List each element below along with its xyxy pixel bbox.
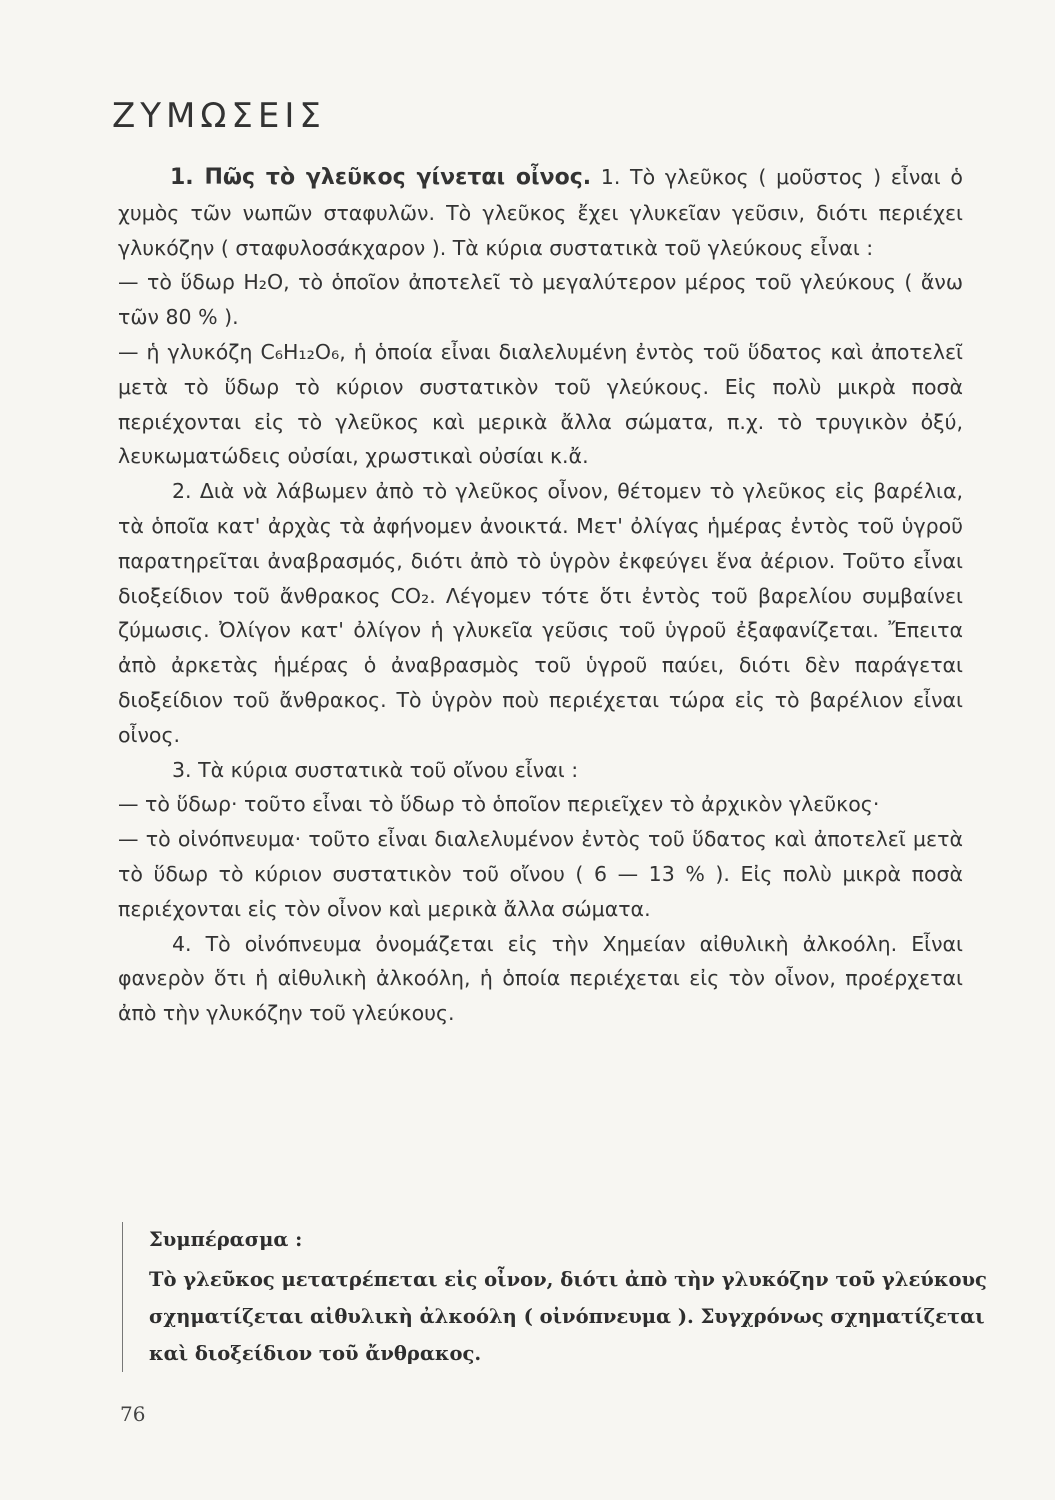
paragraph-2: 2. Διὰ νὰ λάβωμεν ἀπὸ τὸ γλεῦκος οἶνον, θέτομεν τὸ γλεῦκος εἰς βαρέλια, τὰ ὁποῖα κατ' ἀρχὰς τὰ ἀφήνομεν ἀνοικτά. Μετ' ὀλίγας ἡμέρας ἐντὸς τοῦ ὑγροῦ παρατηρεῖται ἀναβρασμός, διότι ἀπὸ τὸ ὑγρὸν ἐκφεύγει ἕνα ἀέριον. Τοῦτο εἶναι διοξείδιον τοῦ ἄνθρακος CO₂. Λέγομεν τότε ὅτι ἐντὸς τοῦ βαρελίου συμβαίνει ζύμωσις. Ὀλίγον κατ' ὀλίγον ἡ γλυκεῖα γεῦσις τοῦ ὑγροῦ ἐξαφανίζεται. Ἔπειτα ἀπὸ ἀρκετὰς ἡμέρας ὁ ἀναβρασμὸς τοῦ ὑγροῦ παύει, διότι δὲν παράγεται διοξείδιον τοῦ ἄνθρακος. Τὸ ὑγρὸν ποὺ περιέχεται τώρα εἰς τὸ βαρέλιον εἶναι οἶνος.: [118, 479, 963, 747]
paragraph-4: 4. Τὸ οἰνόπνευμα ὀνομάζεται εἰς τὴν Χημείαν αἰθυλικὴ ἀλκοόλη. Εἶναι φανερὸν ὅτι ἡ αἰθυλικὴ ἀλκοόλη, ἡ ὁποία περιέχεται εἰς τὸν οἶνον, προέρχεται ἀπὸ τὴν γλυκόζην τοῦ γλεύκους.: [118, 931, 963, 1026]
body-text: [118, 160, 963, 1031]
paragraph-water: — τὸ ὕδωρ H₂O, τὸ ὁποῖον ἀποτελεῖ τὸ μεγαλύτερον μέρος τοῦ γλεύκους ( ἄνω τῶν 80 % ).: [118, 270, 963, 330]
paragraph-3: 3. Τὰ κύρια συστατικὰ τοῦ οἴνου εἶναι :: [172, 757, 579, 782]
chapter-title: ΖΥΜΩΣΕΙΣ: [112, 96, 326, 136]
paragraph-glucose: — ἡ γλυκόζη C₆H₁₂O₆, ἡ ὁποία εἶναι διαλελυμένη ἐντὸς τοῦ ὕδατος καὶ ἀποτελεῖ μετὰ τὸ ὕδωρ τὸ κύριον συστατικὸν τοῦ γλεύκους. Εἰς πολὺ μικρὰ ποσὰ περιέχονται εἰς τὸ γλεῦκος καὶ μερικὰ ἄλλα σώματα, π.χ. τὸ τρυγικὸν ὀξύ, λευκωματώδεις οὐσίαι, χρωστικαὶ οὐσίαι κ.ἄ.: [118, 339, 963, 469]
section-heading: 1. Πῶς τὸ γλεῦκος γίνεται οἶνος.: [170, 165, 592, 190]
paragraph-wine-water: — τὸ ὕδωρ· τοῦτο εἶναι τὸ ὕδωρ τὸ ὁποῖον περιεῖχεν τὸ ἀρχικὸν γλεῦκος·: [118, 792, 880, 817]
conclusion-label: Συμπέρασμα :: [149, 1228, 303, 1251]
conclusion-box: [122, 1222, 1011, 1372]
page-number: 76: [120, 1402, 146, 1426]
paragraph-1: [118, 160, 963, 265]
conclusion-text: Τὸ γλεῦκος μετατρέπεται εἰς οἶνον, διότι ἀπὸ τὴν γλυκόζην τοῦ γλεύκους σχηματίζεται αἰθυλικὴ ἀλκοόλη ( οἰνόπνευμα ). Συγχρόνως σχηματίζεται καὶ διοξείδιον τοῦ ἄνθρακος.: [149, 1268, 987, 1365]
paragraph-alcohol: — τὸ οἰνόπνευμα· τοῦτο εἶναι διαλελυμένον ἐντὸς τοῦ ὕδατος καὶ ἀποτελεῖ μετὰ τὸ ὕδωρ τὸ κύριον συστατικὸν τοῦ οἴνου ( 6 — 13 % ). Εἰς πολὺ μικρὰ ποσὰ περιέχονται εἰς τὸν οἶνον καὶ μερικὰ ἄλλα σώματα.: [118, 827, 963, 921]
paragraph-1-text: 1. Τὸ γλεῦκος ( μοῦστος ) εἶναι ὁ χυμὸς τῶν νωπῶν σταφυλῶν. Τὸ γλεῦκος ἔχει γλυκεῖαν γεῦσιν, διότι περιέχει γλυκόζην ( σταφυλοσάκχαρον ). Τὰ κύρια συστατικὰ τοῦ γλεύκους εἶναι :: [118, 165, 963, 260]
